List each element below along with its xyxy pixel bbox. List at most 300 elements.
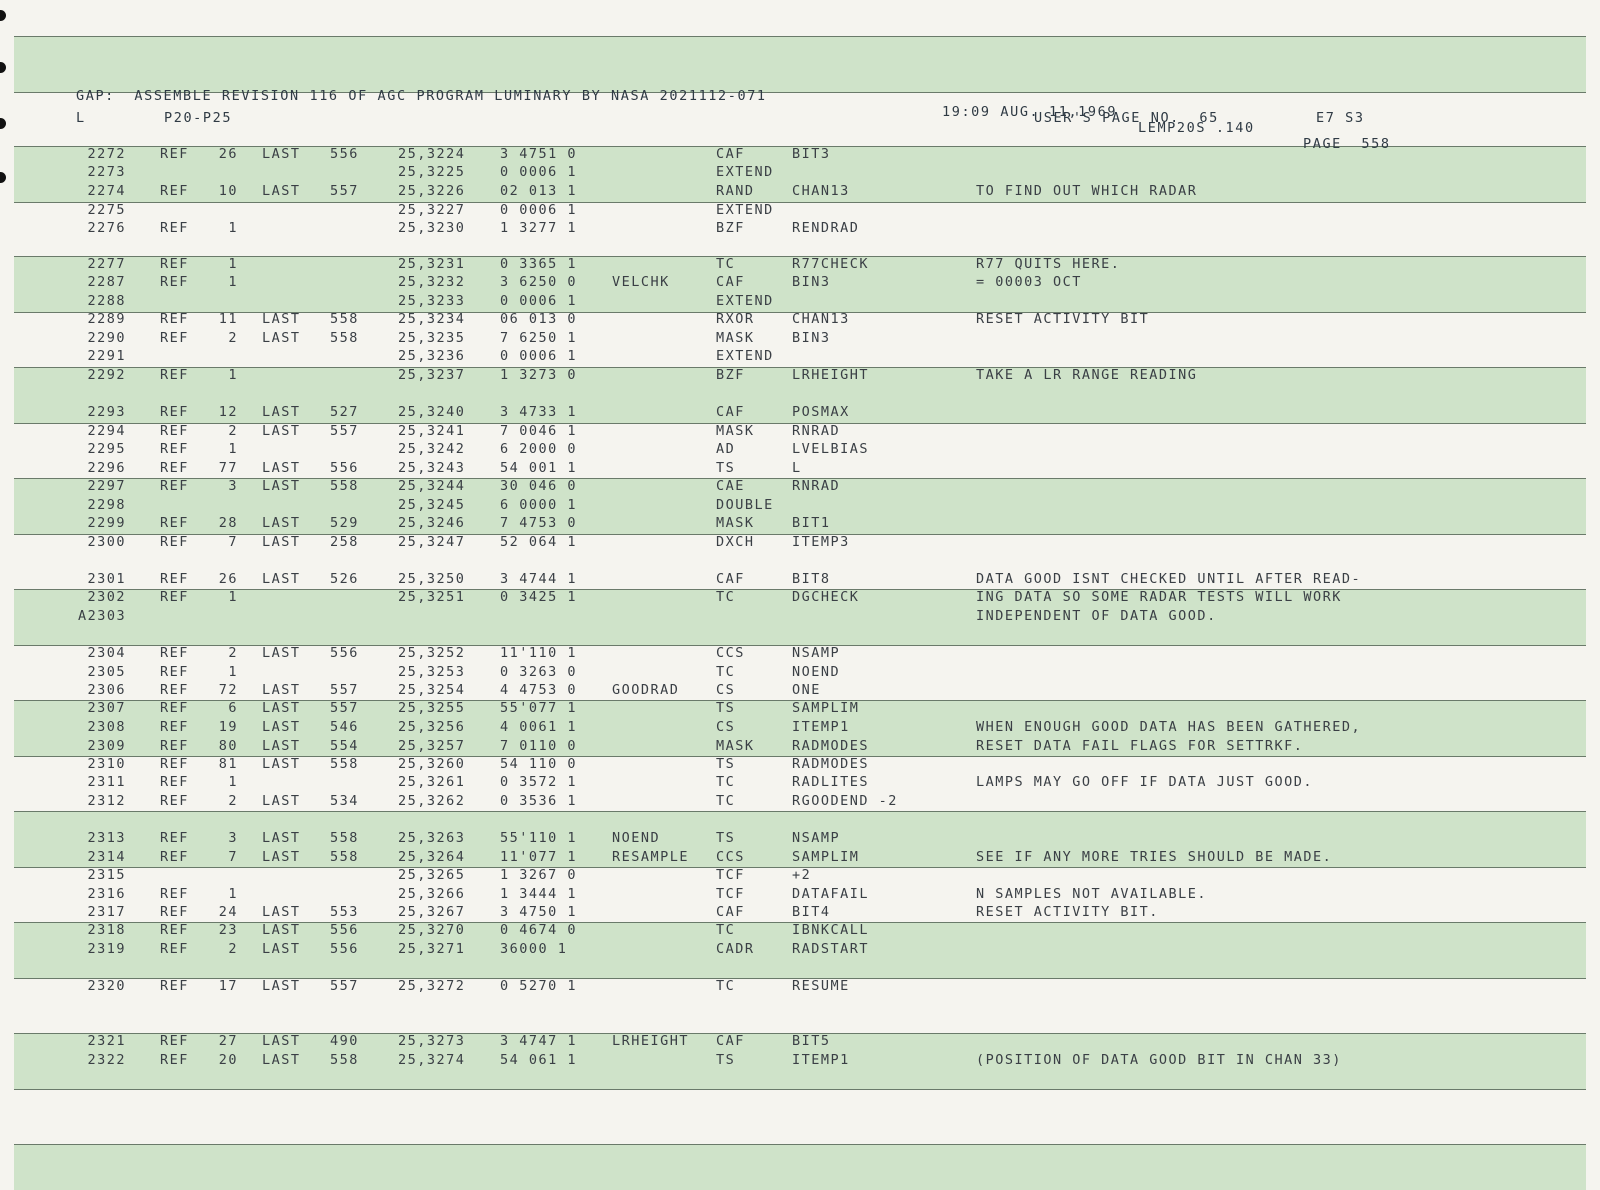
listing-row [0, 571, 1600, 590]
machine-code: 0 4674 0 [500, 922, 578, 938]
operand: RNRAD [792, 423, 841, 439]
last-keyword: LAST [262, 941, 301, 957]
last-page: 557 [330, 183, 359, 199]
last-keyword: LAST [262, 515, 301, 531]
operand: BIT3 [792, 146, 831, 162]
machine-code: 3 4747 1 [500, 1033, 578, 1049]
line-number: 2322 [87, 1052, 126, 1068]
operand: NSAMP [792, 830, 841, 846]
address: 25,3225 [398, 164, 466, 180]
line-number: 2296 [87, 460, 126, 476]
comment: WHEN ENOUGH GOOD DATA HAS BEEN GATHERED, [976, 719, 1362, 735]
address: 25,3230 [398, 220, 466, 236]
address: 25,3245 [398, 497, 466, 513]
comment: INDEPENDENT OF DATA GOOD. [976, 608, 1217, 624]
opcode: EXTEND [716, 164, 774, 180]
operand: L [792, 460, 802, 476]
machine-code: 0 3263 0 [500, 664, 578, 680]
ref-count: 7 [228, 534, 238, 550]
last-keyword: LAST [262, 738, 301, 754]
machine-code: 54 110 0 [500, 756, 578, 772]
line-number: 2306 [87, 682, 126, 698]
address: 25,3256 [398, 719, 466, 735]
address: 25,3260 [398, 756, 466, 772]
last-page: 557 [330, 682, 359, 698]
operand: RADLITES [792, 774, 870, 790]
ref-keyword: REF [160, 478, 189, 494]
ref-count: 2 [228, 645, 238, 661]
ref-keyword: REF [160, 719, 189, 735]
ref-count: 81 [218, 756, 238, 772]
listing-row [0, 404, 1600, 423]
last-page: 258 [330, 534, 359, 550]
last-keyword: LAST [262, 460, 301, 476]
operand: DATAFAIL [792, 886, 870, 902]
ref-count: 80 [218, 738, 238, 754]
listing-row [0, 904, 1600, 923]
comment: RESET ACTIVITY BIT [976, 311, 1150, 327]
opcode: CS [716, 719, 736, 735]
green-band [14, 1144, 1586, 1190]
last-keyword: LAST [262, 719, 301, 735]
operand: BIN3 [792, 274, 831, 290]
opcode: TCF [716, 886, 745, 902]
listing-row [0, 645, 1600, 664]
line-number: 2310 [87, 756, 126, 772]
operand: RADMODES [792, 738, 870, 754]
listing-row [0, 183, 1600, 202]
machine-code: 7 0110 0 [500, 738, 578, 754]
ref-keyword: REF [160, 146, 189, 162]
last-keyword: LAST [262, 534, 301, 550]
opcode: CS [716, 682, 736, 698]
address: 25,3271 [398, 941, 466, 957]
address: 25,3261 [398, 774, 466, 790]
last-keyword: LAST [262, 682, 301, 698]
address: 25,3227 [398, 202, 466, 218]
address: 25,3272 [398, 978, 466, 994]
line-number: 2289 [87, 311, 126, 327]
line-number: 2316 [87, 886, 126, 902]
ref-keyword: REF [160, 367, 189, 383]
listing-row [0, 849, 1600, 868]
opcode: CCS [716, 849, 745, 865]
operand: ITEMP3 [792, 534, 850, 550]
line-number: 2277 [87, 256, 126, 272]
machine-code: 11'110 1 [500, 645, 578, 661]
operand: CHAN13 [792, 311, 850, 327]
last-page: 529 [330, 515, 359, 531]
ref-keyword: REF [160, 1052, 189, 1068]
last-page: 558 [330, 830, 359, 846]
operand: DGCHECK [792, 589, 860, 605]
ref-count: 26 [218, 146, 238, 162]
address: 25,3241 [398, 423, 466, 439]
listing-row [0, 534, 1600, 553]
comment: (POSITION OF DATA GOOD BIT IN CHAN 33) [976, 1052, 1342, 1068]
opcode: RAND [716, 183, 755, 199]
ref-count: 1 [228, 220, 238, 236]
ref-count: 24 [218, 904, 238, 920]
ref-count: 20 [218, 1052, 238, 1068]
opcode: BZF [716, 220, 745, 236]
timestamp: 19:09 AUG. 11,1969 [942, 104, 1118, 120]
comment: TAKE A LR RANGE READING [976, 367, 1198, 383]
last-page: 556 [330, 922, 359, 938]
line-number: 2317 [87, 904, 126, 920]
listing-row [0, 1033, 1600, 1052]
machine-code: 0 3425 1 [500, 589, 578, 605]
machine-code: 54 001 1 [500, 460, 578, 476]
machine-code: 6 0000 1 [500, 497, 578, 513]
machine-code: 0 0006 1 [500, 164, 578, 180]
ref-keyword: REF [160, 886, 189, 902]
comment: LAMPS MAY GO OFF IF DATA JUST GOOD. [976, 774, 1313, 790]
last-page: 558 [330, 311, 359, 327]
address: 25,3265 [398, 867, 466, 883]
line-number: 2274 [87, 183, 126, 199]
opcode: TS [716, 756, 736, 772]
opcode: MASK [716, 423, 755, 439]
operand: ITEMP1 [792, 1052, 850, 1068]
last-page: 557 [330, 700, 359, 716]
address: 25,3226 [398, 183, 466, 199]
machine-code: 54 061 1 [500, 1052, 578, 1068]
opcode: TS [716, 700, 736, 716]
listing-row [0, 738, 1600, 757]
line-number: 2321 [87, 1033, 126, 1049]
last-page: 553 [330, 904, 359, 920]
address: 25,3235 [398, 330, 466, 346]
ref-count: 72 [218, 682, 238, 698]
operand: CHAN13 [792, 183, 850, 199]
band-edge [14, 1089, 1586, 1090]
ref-count: 10 [218, 183, 238, 199]
address: 25,3233 [398, 293, 466, 309]
last-page: 546 [330, 719, 359, 735]
tractor-hole [0, 62, 6, 73]
ref-keyword: REF [160, 774, 189, 790]
opcode: RXOR [716, 311, 755, 327]
symbol-label: NOEND [612, 830, 661, 846]
listing-row [0, 220, 1600, 239]
ref-count: 1 [228, 367, 238, 383]
last-keyword: LAST [262, 756, 301, 772]
listing-row [0, 886, 1600, 905]
listing-row [0, 589, 1600, 608]
listing-row [0, 497, 1600, 516]
listing-row [0, 146, 1600, 165]
operand: NSAMP [792, 645, 841, 661]
line-number: 2301 [87, 571, 126, 587]
symbol-label: GOODRAD [612, 682, 680, 698]
machine-code: 55'110 1 [500, 830, 578, 846]
ref-count: 27 [218, 1033, 238, 1049]
last-page: 557 [330, 423, 359, 439]
address: 25,3236 [398, 348, 466, 364]
machine-code: 0 3536 1 [500, 793, 578, 809]
last-keyword: LAST [262, 404, 301, 420]
ref-count: 19 [218, 719, 238, 735]
address: 25,3257 [398, 738, 466, 754]
comment: N SAMPLES NOT AVAILABLE. [976, 886, 1208, 902]
last-keyword: LAST [262, 922, 301, 938]
ref-keyword: REF [160, 183, 189, 199]
address: 25,3224 [398, 146, 466, 162]
last-keyword: LAST [262, 830, 301, 846]
ref-keyword: REF [160, 664, 189, 680]
machine-code: 02 013 1 [500, 183, 578, 199]
opcode: DOUBLE [716, 497, 774, 513]
opcode: EXTEND [716, 202, 774, 218]
ref-keyword: REF [160, 311, 189, 327]
opcode: TCF [716, 867, 745, 883]
section-name: P20-P25 [164, 110, 233, 126]
listing-row [0, 478, 1600, 497]
last-keyword: LAST [262, 700, 301, 716]
section-ref: E7 S3 [1316, 110, 1365, 126]
ref-keyword: REF [160, 256, 189, 272]
last-keyword: LAST [262, 645, 301, 661]
line-number: 2302 [87, 589, 126, 605]
address: 25,3266 [398, 886, 466, 902]
address: 25,3273 [398, 1033, 466, 1049]
line-number: 2293 [87, 404, 126, 420]
opcode: MASK [716, 330, 755, 346]
tractor-hole [0, 10, 6, 21]
last-page: 526 [330, 571, 359, 587]
ref-keyword: REF [160, 756, 189, 772]
address: 25,3254 [398, 682, 466, 698]
machine-code: 36000 1 [500, 941, 568, 957]
page-number: PAGE 558 [1303, 136, 1391, 152]
ref-keyword: REF [160, 830, 189, 846]
opcode: CAF [716, 146, 745, 162]
listing-row [0, 460, 1600, 479]
machine-code: 0 0006 1 [500, 348, 578, 364]
machine-code: 7 0046 1 [500, 423, 578, 439]
line-number: 2272 [87, 146, 126, 162]
machine-code: 3 4744 1 [500, 571, 578, 587]
comment: R77 QUITS HERE. [976, 256, 1121, 272]
section-marker: L [76, 110, 86, 126]
operand: SAMPLIM [792, 849, 860, 865]
ref-count: 28 [218, 515, 238, 531]
listing-row [0, 256, 1600, 275]
machine-code: 4 4753 0 [500, 682, 578, 698]
comment: DATA GOOD ISNT CHECKED UNTIL AFTER READ- [976, 571, 1362, 587]
ref-keyword: REF [160, 404, 189, 420]
opcode: CAF [716, 1033, 745, 1049]
address: 25,3263 [398, 830, 466, 846]
last-keyword: LAST [262, 793, 301, 809]
address: 25,3237 [398, 367, 466, 383]
listing-row [0, 793, 1600, 812]
machine-code: 0 3572 1 [500, 774, 578, 790]
last-page: 558 [330, 756, 359, 772]
operand: IBNKCALL [792, 922, 870, 938]
address: 25,3234 [398, 311, 466, 327]
ref-count: 26 [218, 571, 238, 587]
listing-row [0, 164, 1600, 183]
comment: RESET ACTIVITY BIT. [976, 904, 1159, 920]
line-number: 2287 [87, 274, 126, 290]
machine-code: 3 6250 0 [500, 274, 578, 290]
listing-row [0, 682, 1600, 701]
comment: SEE IF ANY MORE TRIES SHOULD BE MADE. [976, 849, 1333, 865]
listing-row [0, 423, 1600, 442]
ref-keyword: REF [160, 220, 189, 236]
last-keyword: LAST [262, 904, 301, 920]
listing-row [0, 830, 1600, 849]
ref-count: 1 [228, 589, 238, 605]
address: 25,3262 [398, 793, 466, 809]
last-keyword: LAST [262, 183, 301, 199]
last-page: 556 [330, 941, 359, 957]
line-number: 2291 [87, 348, 126, 364]
last-page: 556 [330, 645, 359, 661]
machine-code: 1 3267 0 [500, 867, 578, 883]
address: 25,3253 [398, 664, 466, 680]
opcode: TC [716, 256, 736, 272]
operand: BIT1 [792, 515, 831, 531]
listing-row [0, 719, 1600, 738]
operand: RADSTART [792, 941, 870, 957]
machine-code: 4 0061 1 [500, 719, 578, 735]
opcode: TC [716, 922, 736, 938]
opcode: TS [716, 1052, 736, 1068]
address: 25,3264 [398, 849, 466, 865]
last-page: 527 [330, 404, 359, 420]
last-keyword: LAST [262, 1052, 301, 1068]
ref-keyword: REF [160, 423, 189, 439]
opcode: TC [716, 774, 736, 790]
opcode: CAF [716, 904, 745, 920]
line-number: 2305 [87, 664, 126, 680]
opcode: EXTEND [716, 293, 774, 309]
ref-count: 17 [218, 978, 238, 994]
opcode: CAF [716, 404, 745, 420]
machine-code: 30 046 0 [500, 478, 578, 494]
listing-row [0, 311, 1600, 330]
listing-row [0, 774, 1600, 793]
last-page: 558 [330, 330, 359, 346]
ref-count: 1 [228, 256, 238, 272]
ref-count: 2 [228, 941, 238, 957]
line-number: 2307 [87, 700, 126, 716]
last-page: 490 [330, 1033, 359, 1049]
last-keyword: LAST [262, 423, 301, 439]
listing-row [0, 922, 1600, 941]
machine-code: 55'077 1 [500, 700, 578, 716]
address: 25,3250 [398, 571, 466, 587]
ref-keyword: REF [160, 978, 189, 994]
listing-row [0, 1052, 1600, 1071]
operand: LVELBIAS [792, 441, 870, 457]
last-keyword: LAST [262, 330, 301, 346]
opcode: TC [716, 793, 736, 809]
line-number: 2290 [87, 330, 126, 346]
green-band [14, 36, 1586, 92]
ref-count: 2 [228, 423, 238, 439]
line-number: 2299 [87, 515, 126, 531]
operand: SAMPLIM [792, 700, 860, 716]
machine-code: 3 4733 1 [500, 404, 578, 420]
ref-count: 3 [228, 478, 238, 494]
machine-code: 1 3273 0 [500, 367, 578, 383]
ref-keyword: REF [160, 571, 189, 587]
line-number: 2309 [87, 738, 126, 754]
listing-row [0, 441, 1600, 460]
last-keyword: LAST [262, 849, 301, 865]
machine-code: 6 2000 0 [500, 441, 578, 457]
comment: = 00003 OCT [976, 274, 1082, 290]
machine-code: 1 3277 1 [500, 220, 578, 236]
line-number: 2288 [87, 293, 126, 309]
operand: ONE [792, 682, 821, 698]
operand: RNRAD [792, 478, 841, 494]
ref-keyword: REF [160, 849, 189, 865]
line-number: 2300 [87, 534, 126, 550]
symbol-label: LRHEIGHT [612, 1033, 690, 1049]
opcode: BZF [716, 367, 745, 383]
address: 25,3232 [398, 274, 466, 290]
address: 25,3267 [398, 904, 466, 920]
ref-count: 1 [228, 441, 238, 457]
listing-row [0, 664, 1600, 683]
opcode: CADR [716, 941, 755, 957]
last-page: 556 [330, 146, 359, 162]
listing-row [0, 608, 1600, 627]
address: 25,3252 [398, 645, 466, 661]
operand: RADMODES [792, 756, 870, 772]
operand: LRHEIGHT [792, 367, 870, 383]
line-number: 2295 [87, 441, 126, 457]
operand: +2 [792, 867, 812, 883]
line-number: 2273 [87, 164, 126, 180]
opcode: TS [716, 830, 736, 846]
machine-code: 0 5270 1 [500, 978, 578, 994]
last-keyword: LAST [262, 478, 301, 494]
ref-count: 7 [228, 849, 238, 865]
line-number: 2292 [87, 367, 126, 383]
operand: BIT8 [792, 571, 831, 587]
machine-code: 3 4750 1 [500, 904, 578, 920]
ref-count: 1 [228, 774, 238, 790]
ref-keyword: REF [160, 793, 189, 809]
line-number: 2298 [87, 497, 126, 513]
operand: RENDRAD [792, 220, 860, 236]
address: 25,3247 [398, 534, 466, 550]
last-keyword: LAST [262, 1033, 301, 1049]
ref-keyword: REF [160, 589, 189, 605]
last-page: 534 [330, 793, 359, 809]
opcode: TC [716, 664, 736, 680]
address: 25,3240 [398, 404, 466, 420]
ref-keyword: REF [160, 904, 189, 920]
line-number: 2315 [87, 867, 126, 883]
comment: TO FIND OUT WHICH RADAR [976, 183, 1198, 199]
ref-keyword: REF [160, 274, 189, 290]
ref-keyword: REF [160, 700, 189, 716]
machine-code: 0 0006 1 [500, 293, 578, 309]
address: 25,3255 [398, 700, 466, 716]
symbol-label: VELCHK [612, 274, 670, 290]
line-number: 2297 [87, 478, 126, 494]
line-number: 2276 [87, 220, 126, 236]
ref-keyword: REF [160, 941, 189, 957]
last-page: 558 [330, 849, 359, 865]
